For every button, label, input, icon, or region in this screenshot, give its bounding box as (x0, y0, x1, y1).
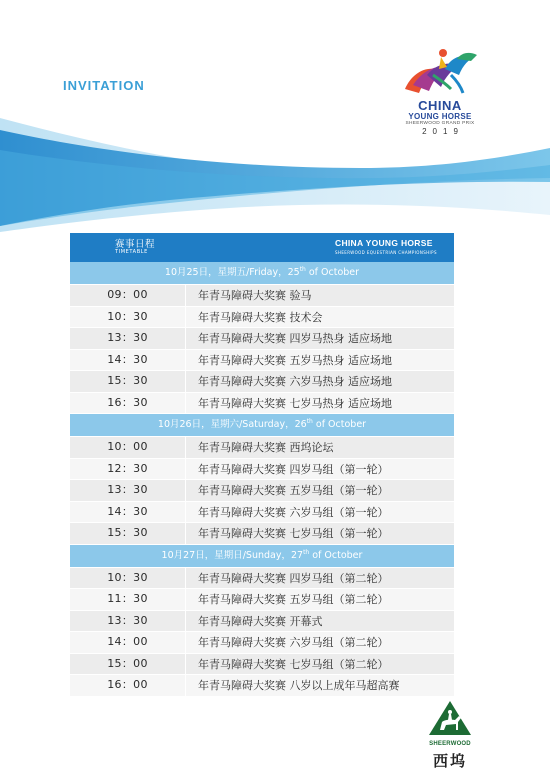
schedule-event: 年青马障碍大奖赛 六岁马热身 适应场地 (198, 375, 392, 389)
timetable-title-cn: 赛事日程 (115, 239, 156, 250)
day-band (70, 545, 454, 568)
schedule-event: 年青马障碍大奖赛 七岁马组（第一轮） (198, 527, 389, 541)
schedule-event: 年青马障碍大奖赛 六岁马组（第一轮） (198, 505, 389, 519)
logo-line-china: CHINA (418, 98, 462, 113)
sherwood-logo (420, 700, 480, 770)
schedule-event: 年青马障碍大奖赛 四岁马组（第一轮） (198, 462, 389, 476)
schedule-time: 15：30 (70, 523, 186, 544)
schedule-row (70, 654, 454, 676)
day-date-tail: of October (309, 549, 363, 561)
schedule-event: 年青马障碍大奖赛 七岁马组（第二轮） (198, 657, 389, 671)
schedule-event: 年青马障碍大奖赛 验马 (198, 289, 312, 303)
day-date-tail: of October (305, 267, 360, 278)
china-young-horse-logo (392, 45, 488, 143)
schedule-event: 年青马障碍大奖赛 五岁马组（第一轮） (198, 484, 389, 498)
day-date-suffix: th (299, 265, 306, 273)
schedule-event: 年青马障碍大奖赛 五岁马热身 适应场地 (198, 353, 392, 367)
schedule-time: 12：30 (70, 459, 186, 480)
schedule-row (70, 285, 454, 307)
schedule-time: 14：00 (70, 632, 186, 653)
sherwood-name-en: SHEERWOOD (429, 741, 471, 747)
schedule-row (70, 523, 454, 545)
sherwood-name-cn: 西坞 (432, 752, 467, 770)
schedule-event: 年青马障碍大奖赛 八岁以上成年马超高赛 (198, 679, 400, 693)
schedule-row (70, 502, 454, 524)
schedule-row (70, 437, 454, 459)
invitation-heading: INVITATION (63, 78, 145, 93)
day-date-main: 10月25日，星期五/Friday，25 (164, 267, 300, 278)
day-band (70, 262, 454, 285)
timetable (70, 233, 454, 697)
schedule-event: 年青马障碍大奖赛 开幕式 (198, 614, 323, 628)
schedule-time: 11：30 (70, 589, 186, 610)
schedule-time: 10：00 (70, 437, 186, 458)
day-date-suffix: th (303, 548, 310, 556)
schedule-row (70, 632, 454, 654)
schedule-time: 13：30 (70, 611, 186, 632)
schedule-event: 年青马障碍大奖赛 西坞论坛 (198, 441, 334, 455)
schedule-event: 年青马障碍大奖赛 七岁马热身 适应场地 (198, 396, 392, 410)
schedule-row (70, 589, 454, 611)
horse-rider-icon (428, 700, 472, 736)
schedule-time: 10：30 (70, 307, 186, 328)
schedule-row (70, 328, 454, 350)
schedule-row (70, 611, 454, 633)
timetable-brand: CHINA YOUNG HORSE (335, 238, 433, 248)
schedule-time: 13：30 (70, 480, 186, 501)
schedule-row (70, 393, 454, 415)
schedule-row (70, 307, 454, 329)
day-date-main: 10月27日，星期日/Sunday，27 (161, 549, 304, 561)
schedule-time: 14：30 (70, 350, 186, 371)
jumping-horse-icon (399, 45, 481, 97)
schedule-time: 13：30 (70, 328, 186, 349)
schedule-event: 年青马障碍大奖赛 四岁马热身 适应场地 (198, 332, 392, 346)
schedule-event: 年青马障碍大奖赛 四岁马组（第二轮） (198, 571, 389, 585)
schedule-event: 年青马障碍大奖赛 五岁马组（第二轮） (198, 593, 389, 607)
timetable-title-en: TIMETABLE (115, 249, 148, 255)
schedule-row (70, 568, 454, 590)
schedule-row (70, 480, 454, 502)
schedule-event: 年青马障碍大奖赛 技术会 (198, 310, 323, 324)
timetable-header (70, 233, 454, 262)
day-band (70, 414, 454, 437)
logo-line-grand-prix: SHEERWOOD GRAND PRIX (405, 121, 475, 126)
schedule-time: 14：30 (70, 502, 186, 523)
schedule-time: 09：00 (70, 285, 186, 306)
schedule-event: 年青马障碍大奖赛 六岁马组（第二轮） (198, 636, 389, 650)
schedule-time: 10：30 (70, 568, 186, 589)
day-date-main: 10月26日，星期六/Saturday，26 (157, 419, 307, 430)
schedule-time: 16：00 (70, 675, 186, 696)
schedule-row (70, 350, 454, 372)
timetable-days (70, 262, 454, 697)
schedule-time: 15：30 (70, 371, 186, 392)
schedule-row (70, 371, 454, 393)
day-date-tail: of October (312, 419, 367, 430)
logo-line-year: 2019 (422, 127, 464, 136)
schedule-row (70, 459, 454, 481)
schedule-time: 15：00 (70, 654, 186, 675)
schedule-time: 16：30 (70, 393, 186, 414)
timetable-brand-sub: SHEERWOOD EQUESTRIAN CHAMPIONSHIPS (335, 250, 437, 255)
day-date-suffix: th (306, 417, 313, 425)
logo-line-young-horse: YOUNG HORSE (408, 112, 472, 121)
schedule-row (70, 675, 454, 697)
